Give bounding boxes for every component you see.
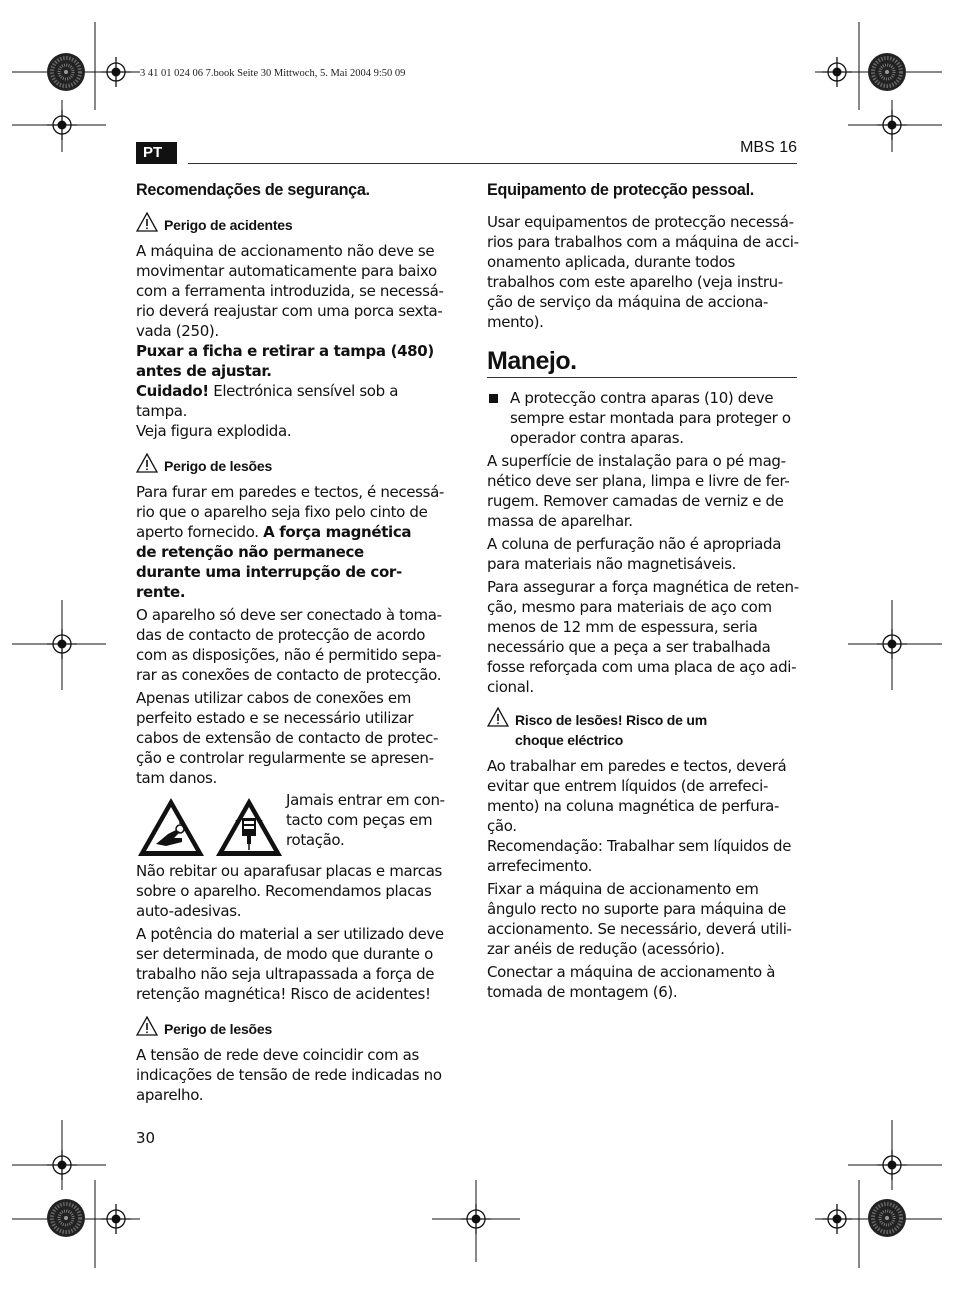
bold-line: Puxar a ficha e retirar a tampa (480) — [136, 342, 434, 360]
text-line: indicações de tensão de rede indicadas no — [136, 1066, 442, 1084]
text-line: A máquina de accionamento não deve se — [136, 242, 435, 260]
text-line: rio deverá reajustar com uma porca sexta- — [136, 302, 443, 320]
paragraph — [487, 212, 803, 332]
text-line: A superfície de instalação para o pé mag- — [487, 452, 786, 470]
text-line: A potência do material a ser utilizado deve — [136, 925, 444, 943]
paragraph — [136, 605, 456, 685]
text-line: ção, mesmo para materiais de aço com — [487, 598, 772, 616]
paragraph — [487, 879, 803, 959]
warning-triangle-icon — [136, 212, 158, 232]
text-line: auto-adesivas. — [136, 902, 242, 920]
text-line: A protecção contra aparas (10) deve — [510, 389, 774, 407]
bullet-text — [510, 388, 791, 448]
caution-line — [136, 381, 456, 401]
text-line: Usar equipamentos de protecção necessá- — [487, 213, 794, 231]
text-line: operador contra aparas. — [510, 429, 684, 447]
header-rule — [188, 163, 797, 164]
text-line: ção de serviço da máquina de acciona- — [487, 293, 769, 311]
text-line: ção e controlar regularmente se apresen- — [136, 749, 434, 767]
text-line: Veja figura explodida. — [136, 422, 292, 440]
text-line: mento) na coluna magnética de perfura- — [487, 797, 780, 815]
print-file-info: 3 41 01 024 06 7.book Seite 30 Mittwoch, 5. Mai 2004 9:50 09 — [140, 68, 406, 79]
text-line: massa de aparelhar. — [487, 512, 633, 530]
text-line: cional. — [487, 678, 534, 696]
text-line: onamento aplicada, durante todos — [487, 253, 735, 271]
text-line — [136, 522, 456, 542]
text-line: tampa. — [136, 402, 188, 420]
text-line: Ao trabalhar em paredes e tectos, deverá — [487, 757, 787, 775]
bold-line: de retenção não permanece — [136, 543, 364, 561]
text-line: Não rebitar ou aparafusar placas e marcas — [136, 862, 443, 880]
text-line: movimentar automaticamente para baixo — [136, 262, 437, 280]
warning-triangle-icon — [487, 707, 509, 727]
warning-title — [515, 707, 707, 750]
paragraph — [487, 451, 803, 531]
text-line: Para furar em paredes e tectos, é necessá- — [136, 483, 444, 501]
text-line: aparelho. — [136, 1086, 204, 1104]
text-line: sobre o aparelho. Recomendamos placas — [136, 882, 432, 900]
page-number: 30 — [136, 1129, 156, 1147]
text-line: accionamento. Se necessário, deverá utili- — [487, 920, 792, 938]
warning-title: Perigo de lesões — [164, 1021, 273, 1037]
safety-heading: Recomendações de segurança. — [136, 180, 370, 199]
text-line: tomada de montagem (6). — [487, 983, 678, 1001]
text-line: trabalho não seja ultrapassada a força de — [136, 965, 435, 983]
text-line: com as disposições, não é permitido sepa- — [136, 646, 442, 664]
text-line: menos de 12 mm de espessura, seria — [487, 618, 758, 636]
right-column — [487, 180, 803, 1005]
text-line: ser determinada, de modo que durante o — [136, 945, 433, 963]
section-rule — [487, 377, 797, 378]
warning-injuries — [136, 453, 456, 476]
model-name: MBS 16 — [740, 139, 797, 156]
warning-title: Perigo de lesões — [164, 458, 273, 474]
caution-text: Electrónica sensível sob a — [208, 382, 399, 400]
text-line: choque eléctrico — [515, 732, 624, 748]
text-line: Jamais entrar em con- — [286, 791, 445, 809]
text-line: rotação. — [286, 831, 345, 849]
text-line: fosse reforçada com uma placa de aço adi- — [487, 658, 797, 676]
text-line: A tensão de rede deve coincidir com as — [136, 1046, 419, 1064]
bullet-item — [487, 388, 803, 448]
warning-title: Perigo de acidentes — [164, 217, 293, 233]
text-line: ângulo recto no suporte para máquina de — [487, 900, 786, 918]
left-column — [136, 180, 456, 1108]
paragraph — [136, 1045, 456, 1105]
language-tag: PT — [136, 142, 177, 164]
bold-line: rente. — [136, 583, 186, 601]
text-line: tam danos. — [136, 769, 217, 787]
text-fragment: aperto fornecido. — [136, 523, 264, 541]
paragraph — [136, 482, 456, 602]
text-line: mento). — [487, 313, 544, 331]
text-line: Recomendação: Trabalhar sem líquidos de — [487, 837, 792, 855]
text-line: nético deve ser plana, limpa e livre de fer- — [487, 472, 790, 490]
text-line: retenção magnética! Risco de acidentes! — [136, 985, 431, 1003]
paragraph — [136, 241, 456, 441]
text-line: zar anéis de redução (acessório). — [487, 940, 725, 958]
paragraph — [487, 962, 803, 1002]
text-line: tacto com peças em — [286, 811, 433, 829]
warning-accidents — [136, 212, 456, 235]
text-line: Apenas utilizar cabos de conexões em — [136, 689, 411, 707]
paragraph — [487, 534, 803, 574]
text-line: sempre estar montada para proteger o — [510, 409, 791, 427]
text-line: A coluna de perfuração não é apropriada — [487, 535, 782, 553]
text-line: rio que o aparelho seja fixo pelo cinto de — [136, 503, 428, 521]
bold-line: antes de ajustar. — [136, 362, 272, 380]
text-line: necessário que a peça a ser trabalhada — [487, 638, 771, 656]
text-line: ção. — [487, 817, 517, 835]
text-line: perfeito estado e se necessário utilizar — [136, 709, 414, 727]
text-line: evitar que entrem líquidos (de arrefeci- — [487, 777, 769, 795]
drill-warning-sign-icon — [214, 796, 284, 858]
paragraph — [487, 756, 803, 836]
text-line: rios para trabalhos com a máquina de acci- — [487, 233, 799, 251]
paragraph — [136, 861, 456, 921]
signs-caption — [286, 790, 445, 850]
bold-fragment: A força magnética — [263, 523, 412, 541]
paragraph — [136, 688, 456, 788]
warning-electric-shock — [487, 707, 803, 750]
text-line: para materiais não magnetisáveis. — [487, 555, 737, 573]
warning-injuries — [136, 1016, 456, 1039]
paragraph — [487, 577, 803, 697]
text-line: Fixar a máquina de accionamento em — [487, 880, 759, 898]
text-line: com a ferramenta introduzida, se necessá- — [136, 282, 444, 300]
text-line: das de contacto de protecção de acordo — [136, 626, 426, 644]
protective-equipment-heading: Equipamento de protecção pessoal. — [487, 180, 755, 199]
bold-line: durante uma interrupção de cor- — [136, 563, 402, 581]
bullet-square-icon — [489, 394, 498, 403]
text-line: vada (250). — [136, 322, 219, 340]
caution-label: Cuidado! — [136, 382, 209, 400]
warning-triangle-icon — [136, 453, 158, 473]
text-line: O aparelho só deve ser conectado à toma- — [136, 606, 442, 624]
paragraph — [487, 836, 803, 876]
text-line: cabos de extensão de contacto de protec- — [136, 729, 439, 747]
text-line: rar as conexões de contacto de protecção. — [136, 666, 442, 684]
text-line: Risco de lesões! Risco de um — [515, 712, 708, 728]
text-line: arrefecimento. — [487, 857, 593, 875]
text-line: Conectar a máquina de accionamento à — [487, 963, 776, 981]
warning-triangle-icon — [136, 1016, 158, 1036]
text-line: rugem. Remover camadas de verniz e de — [487, 492, 784, 510]
text-line: trabalhos com este aparelho (veja instru- — [487, 273, 783, 291]
hand-injury-warning-sign-icon — [136, 796, 206, 858]
section-title: Manejo. — [487, 347, 577, 375]
warning-signs — [136, 791, 456, 858]
text-line: Para assegurar a força magnética de reten- — [487, 578, 799, 596]
paragraph — [136, 924, 456, 1004]
